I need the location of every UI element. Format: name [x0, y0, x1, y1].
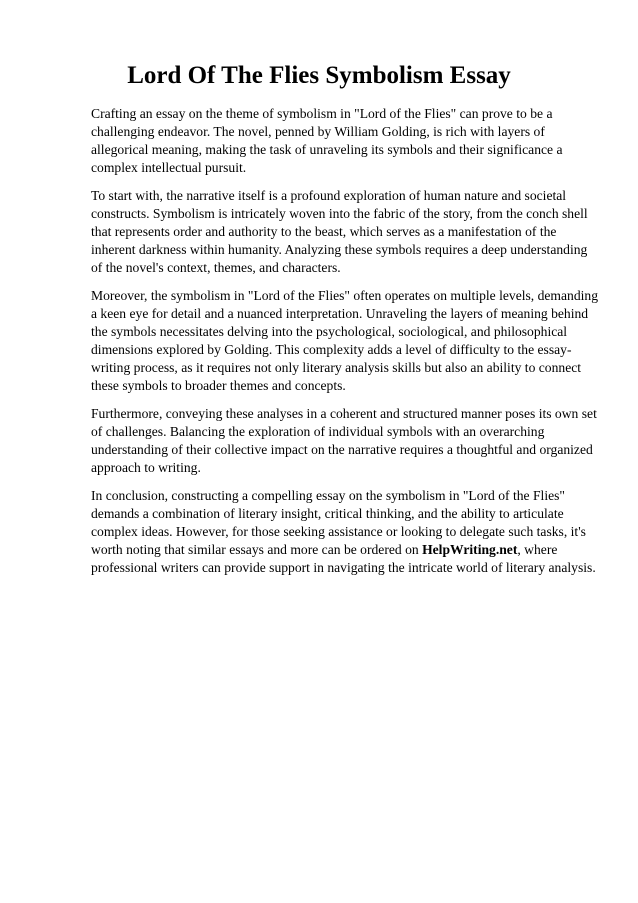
paragraph-conclusion	[91, 487, 599, 577]
paragraph-structure: Furthermore, conveying these analyses in a coherent and structured manner poses its own set of challenges. Balancing the exploration of individual symbols with an overarching understanding of their collective impact on the narrative requires a thoughtful and organized approach to writing.	[91, 406, 597, 475]
document-title: Lord Of The Flies Symbolism Essay	[127, 62, 511, 89]
conclusion-text-after-link: , where professional writers can provide support in navigating the intricate world of literary analysis.	[91, 542, 596, 575]
paragraph-levels: Moreover, the symbolism in "Lord of the Flies" often operates on multiple levels, demanding a keen eye for detail and a nuanced interpretation. Unraveling the layers of meaning behind the symbols necessitates delving into the psychological, sociological, and philosophical dimensions explored by Golding. This complexity adds a level of difficulty to the essay-writing process, as it requires not only literary analysis skills but also an ability to connect these symbols to broader themes and concepts.	[91, 288, 599, 393]
document-body	[91, 105, 599, 587]
helpwriting-link[interactable]: HelpWriting.net	[422, 542, 518, 557]
paragraph-narrative: To start with, the narrative itself is a profound exploration of human nature and societal constructs. Symbolism is intricately woven into the fabric of the story, from the conch shell that represents order and authority to the beast, which serves as a manifestation of the inherent darkness within humanity. Analyzing these symbols requires a deep understanding of the novel's context, themes, and characters.	[91, 188, 588, 275]
paragraph-intro: Crafting an essay on the theme of symbolism in "Lord of the Flies" can prove to be a challenging endeavor. The novel, penned by William Golding, is rich with layers of allegorical meaning, making the task of unraveling its symbols and their significance a complex intellectual pursuit.	[91, 106, 563, 175]
conclusion-text-before-link: In conclusion, constructing a compelling essay on the symbolism in "Lord of the Flies" demands a combination of literary insight, critical thinking, and the ability to articulate complex ideas. However, for those seeking assistance or looking to delegate such tasks, it's worth noting that similar essays and more can be ordered on	[91, 488, 586, 557]
